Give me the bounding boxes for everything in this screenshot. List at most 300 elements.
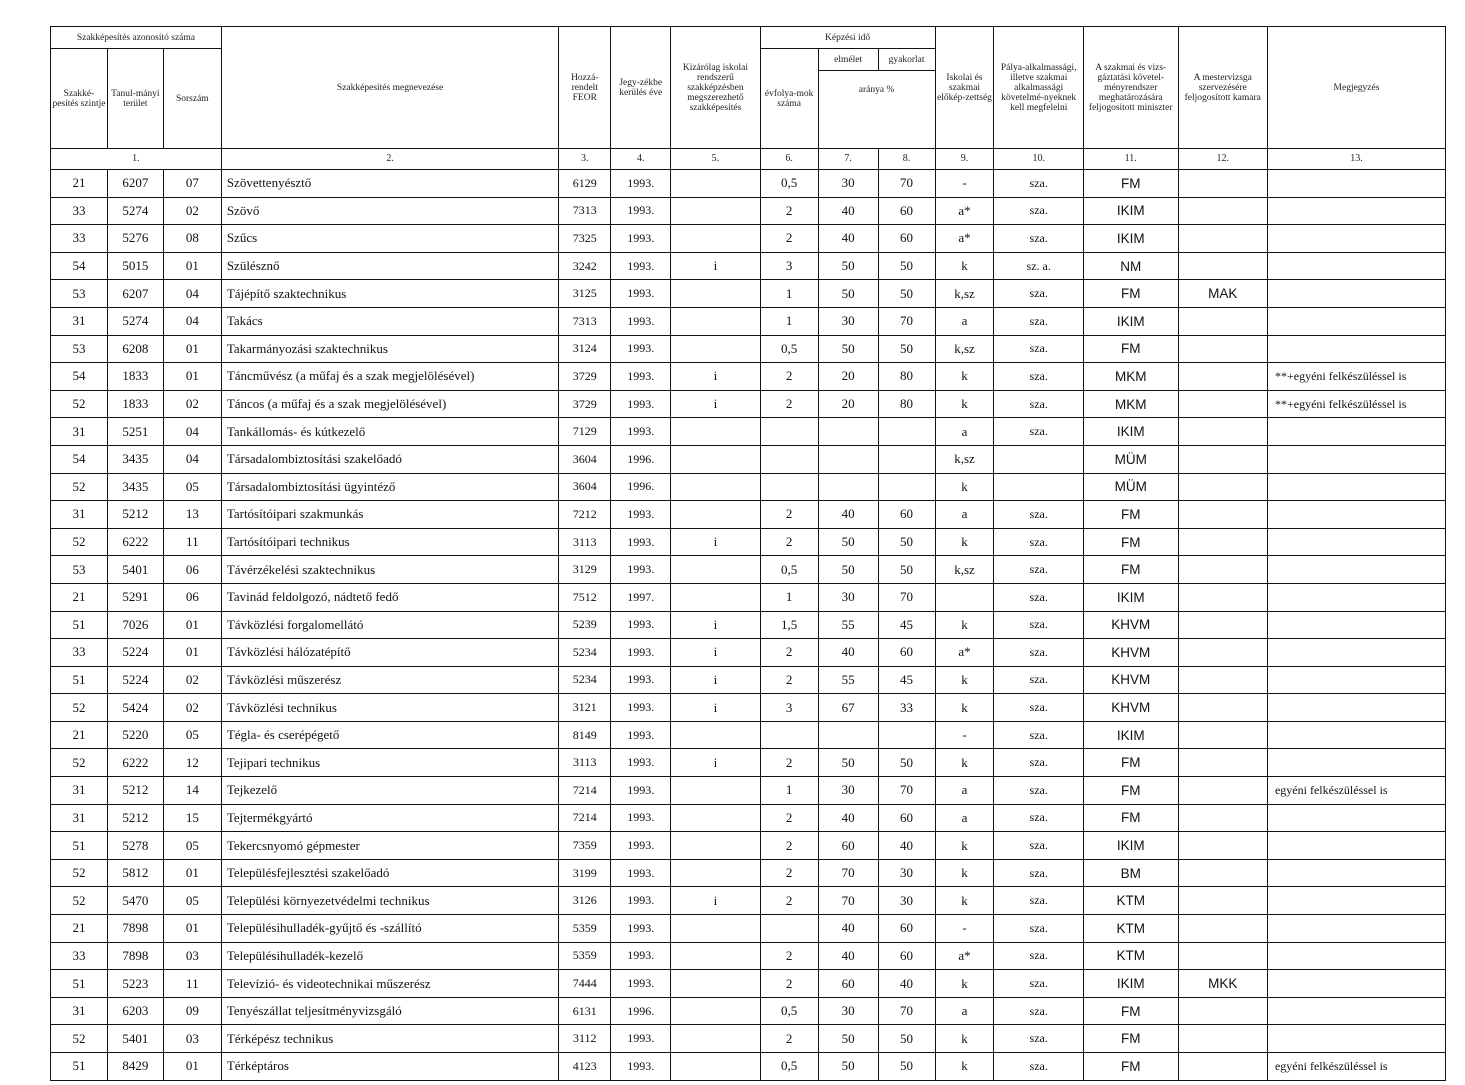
field-cell: 6222 xyxy=(107,749,163,777)
table-row xyxy=(51,363,1446,391)
column-number: 2. xyxy=(221,149,559,170)
seq-cell: 01 xyxy=(163,252,221,280)
level-cell: 53 xyxy=(51,556,108,584)
note-cell xyxy=(1267,997,1445,1025)
prereq-cell: k,sz xyxy=(935,445,994,473)
header-seq: Sorszám xyxy=(163,49,221,149)
level-cell: 33 xyxy=(51,197,108,225)
theory-cell: 60 xyxy=(818,970,878,998)
feor-cell: 7359 xyxy=(559,832,611,860)
note-cell xyxy=(1267,859,1445,887)
prereq-cell: - xyxy=(935,170,994,198)
field-cell: 7898 xyxy=(107,915,163,943)
years-cell: 2 xyxy=(760,666,818,694)
name-cell: Tekercsnyomó gépmester xyxy=(221,832,559,860)
level-cell: 31 xyxy=(51,307,108,335)
feor-cell: 7214 xyxy=(559,804,611,832)
name-cell: Társadalombiztosítási ügyintéző xyxy=(221,473,559,501)
feor-cell: 3113 xyxy=(559,749,611,777)
theory-cell: 30 xyxy=(818,997,878,1025)
table-row xyxy=(51,777,1446,805)
theory-cell: 70 xyxy=(818,887,878,915)
chamber-cell xyxy=(1178,887,1267,915)
prereq-cell: a* xyxy=(935,197,994,225)
level-cell: 52 xyxy=(51,749,108,777)
years-cell: 2 xyxy=(760,225,818,253)
seq-cell: 04 xyxy=(163,307,221,335)
name-cell: Településfejlesztési szakelőadó xyxy=(221,859,559,887)
note-cell xyxy=(1267,915,1445,943)
note-cell xyxy=(1267,528,1445,556)
practice-cell xyxy=(878,418,935,446)
chamber-cell xyxy=(1178,997,1267,1025)
years-cell: 0,5 xyxy=(760,997,818,1025)
theory-cell xyxy=(818,418,878,446)
name-cell: Távközlési műszerész xyxy=(221,666,559,694)
school-only-cell: i xyxy=(671,666,760,694)
name-cell: Tejtermékgyártó xyxy=(221,804,559,832)
theory-cell: 50 xyxy=(818,749,878,777)
year-cell: 1993. xyxy=(611,307,671,335)
aptitude-cell: sza. xyxy=(994,280,1083,308)
table-header xyxy=(51,27,1446,170)
minister-cell: FM xyxy=(1083,280,1178,308)
aptitude-cell: sza. xyxy=(994,501,1083,529)
year-cell: 1996. xyxy=(611,473,671,501)
column-number: 11. xyxy=(1083,149,1178,170)
practice-cell: 70 xyxy=(878,170,935,198)
name-cell: Takarmányozási szaktechnikus xyxy=(221,335,559,363)
level-cell: 52 xyxy=(51,1025,108,1053)
years-cell: 2 xyxy=(760,970,818,998)
field-cell: 5276 xyxy=(107,225,163,253)
minister-cell: FM xyxy=(1083,556,1178,584)
prereq-cell: k xyxy=(935,749,994,777)
prereq-cell: k xyxy=(935,473,994,501)
seq-cell: 02 xyxy=(163,197,221,225)
chamber-cell: MAK xyxy=(1178,280,1267,308)
feor-cell: 7129 xyxy=(559,418,611,446)
theory-cell: 67 xyxy=(818,694,878,722)
years-cell: 2 xyxy=(760,197,818,225)
name-cell: Településihulladék-kezelő xyxy=(221,942,559,970)
field-cell: 6207 xyxy=(107,170,163,198)
chamber-cell xyxy=(1178,225,1267,253)
feor-cell: 7444 xyxy=(559,970,611,998)
feor-cell: 3604 xyxy=(559,473,611,501)
chamber-cell xyxy=(1178,390,1267,418)
minister-cell: MKM xyxy=(1083,390,1178,418)
field-cell: 5291 xyxy=(107,583,163,611)
level-cell: 51 xyxy=(51,1053,108,1081)
table-row xyxy=(51,307,1446,335)
prereq-cell: k,sz xyxy=(935,556,994,584)
minister-cell: KHVM xyxy=(1083,611,1178,639)
seq-cell: 05 xyxy=(163,887,221,915)
feor-cell: 3729 xyxy=(559,363,611,391)
feor-cell: 4123 xyxy=(559,1053,611,1081)
header-id-group: Szakképesítés azonosító száma xyxy=(51,27,222,49)
school-only-cell xyxy=(671,915,760,943)
school-only-cell xyxy=(671,859,760,887)
chamber-cell xyxy=(1178,501,1267,529)
aptitude-cell: sza. xyxy=(994,777,1083,805)
column-number: 10. xyxy=(994,149,1083,170)
practice-cell: 80 xyxy=(878,390,935,418)
practice-cell: 50 xyxy=(878,280,935,308)
chamber-cell xyxy=(1178,915,1267,943)
field-cell: 5274 xyxy=(107,307,163,335)
school-only-cell xyxy=(671,418,760,446)
header-prereq: Iskolai és szakmai előkép-zettség xyxy=(935,27,994,149)
school-only-cell xyxy=(671,721,760,749)
table-row xyxy=(51,721,1446,749)
chamber-cell xyxy=(1178,749,1267,777)
school-only-cell xyxy=(671,777,760,805)
aptitude-cell: sza. xyxy=(994,804,1083,832)
aptitude-cell: sza. xyxy=(994,418,1083,446)
feor-cell: 3729 xyxy=(559,390,611,418)
field-cell: 3435 xyxy=(107,473,163,501)
prereq-cell: k xyxy=(935,832,994,860)
school-only-cell xyxy=(671,501,760,529)
seq-cell: 01 xyxy=(163,639,221,667)
name-cell: Takács xyxy=(221,307,559,335)
feor-cell: 8149 xyxy=(559,721,611,749)
name-cell: Távközlési technikus xyxy=(221,694,559,722)
feor-cell: 6131 xyxy=(559,997,611,1025)
practice-cell xyxy=(878,721,935,749)
level-cell: 51 xyxy=(51,970,108,998)
prereq-cell: k xyxy=(935,1025,994,1053)
year-cell: 1993. xyxy=(611,1025,671,1053)
note-cell: **+egyéni felkészüléssel is xyxy=(1267,363,1445,391)
seq-cell: 05 xyxy=(163,721,221,749)
year-cell: 1993. xyxy=(611,887,671,915)
name-cell: Tartósítóipari technikus xyxy=(221,528,559,556)
note-cell xyxy=(1267,887,1445,915)
note-cell xyxy=(1267,639,1445,667)
name-cell: Távérzékelési szaktechnikus xyxy=(221,556,559,584)
minister-cell: MÜM xyxy=(1083,473,1178,501)
school-only-cell xyxy=(671,1053,760,1081)
column-number: 9. xyxy=(935,149,994,170)
year-cell: 1993. xyxy=(611,170,671,198)
name-cell: Szövő xyxy=(221,197,559,225)
minister-cell: FM xyxy=(1083,749,1178,777)
years-cell: 1 xyxy=(760,280,818,308)
name-cell: Távközlési hálózatépítő xyxy=(221,639,559,667)
table-row xyxy=(51,666,1446,694)
header-ratio: aránya % xyxy=(818,71,935,149)
name-cell: Tartósítóipari szakmunkás xyxy=(221,501,559,529)
practice-cell: 40 xyxy=(878,970,935,998)
seq-cell: 06 xyxy=(163,583,221,611)
theory-cell: 55 xyxy=(818,611,878,639)
years-cell: 3 xyxy=(760,252,818,280)
aptitude-cell: sza. xyxy=(994,170,1083,198)
school-only-cell xyxy=(671,335,760,363)
years-cell xyxy=(760,915,818,943)
year-cell: 1993. xyxy=(611,418,671,446)
name-cell: Településihulladék-gyűjtő és -szállító xyxy=(221,915,559,943)
note-cell xyxy=(1267,804,1445,832)
feor-cell: 7325 xyxy=(559,225,611,253)
aptitude-cell: sza. xyxy=(994,390,1083,418)
table-row xyxy=(51,473,1446,501)
minister-cell: IKIM xyxy=(1083,721,1178,749)
column-number: 4. xyxy=(611,149,671,170)
prereq-cell: a xyxy=(935,501,994,529)
theory-cell: 30 xyxy=(818,307,878,335)
level-cell: 54 xyxy=(51,445,108,473)
prereq-cell: k xyxy=(935,252,994,280)
practice-cell: 50 xyxy=(878,528,935,556)
prereq-cell: k xyxy=(935,363,994,391)
years-cell: 0,5 xyxy=(760,556,818,584)
name-cell: Szülésznő xyxy=(221,252,559,280)
minister-cell: FM xyxy=(1083,335,1178,363)
field-cell: 5212 xyxy=(107,501,163,529)
school-only-cell xyxy=(671,307,760,335)
level-cell: 33 xyxy=(51,225,108,253)
name-cell: Tégla- és cserépégető xyxy=(221,721,559,749)
minister-cell: IKIM xyxy=(1083,225,1178,253)
aptitude-cell: sza. xyxy=(994,639,1083,667)
practice-cell: 70 xyxy=(878,307,935,335)
school-only-cell xyxy=(671,445,760,473)
theory-cell: 30 xyxy=(818,777,878,805)
years-cell xyxy=(760,418,818,446)
seq-cell: 11 xyxy=(163,528,221,556)
school-only-cell xyxy=(671,583,760,611)
seq-cell: 06 xyxy=(163,556,221,584)
feor-cell: 7212 xyxy=(559,501,611,529)
years-cell: 1 xyxy=(760,583,818,611)
practice-cell: 33 xyxy=(878,694,935,722)
level-cell: 54 xyxy=(51,363,108,391)
seq-cell: 04 xyxy=(163,280,221,308)
aptitude-cell: sza. xyxy=(994,721,1083,749)
feor-cell: 7512 xyxy=(559,583,611,611)
table-row xyxy=(51,694,1446,722)
seq-cell: 01 xyxy=(163,611,221,639)
aptitude-cell: sza. xyxy=(994,225,1083,253)
field-cell: 5015 xyxy=(107,252,163,280)
minister-cell: KTM xyxy=(1083,887,1178,915)
note-cell xyxy=(1267,473,1445,501)
seq-cell: 03 xyxy=(163,942,221,970)
level-cell: 21 xyxy=(51,170,108,198)
minister-cell: BM xyxy=(1083,859,1178,887)
practice-cell: 60 xyxy=(878,197,935,225)
year-cell: 1993. xyxy=(611,197,671,225)
chamber-cell xyxy=(1178,942,1267,970)
chamber-cell xyxy=(1178,197,1267,225)
theory-cell: 40 xyxy=(818,639,878,667)
header-name: Szakképesítés megnevezése xyxy=(221,27,559,149)
minister-cell: MÜM xyxy=(1083,445,1178,473)
name-cell: Táncos (a műfaj és a szak megjelölésével) xyxy=(221,390,559,418)
practice-cell: 60 xyxy=(878,639,935,667)
school-only-cell: i xyxy=(671,528,760,556)
seq-cell: 05 xyxy=(163,832,221,860)
field-cell: 6208 xyxy=(107,335,163,363)
aptitude-cell xyxy=(994,445,1083,473)
note-cell xyxy=(1267,970,1445,998)
field-cell: 5401 xyxy=(107,556,163,584)
name-cell: Tenyészállat teljesítményvizsgáló xyxy=(221,997,559,1025)
years-cell: 2 xyxy=(760,639,818,667)
table-body xyxy=(51,170,1446,1081)
field-cell: 5220 xyxy=(107,721,163,749)
minister-cell: KTM xyxy=(1083,915,1178,943)
name-cell: Tankállomás- és kútkezelő xyxy=(221,418,559,446)
note-cell xyxy=(1267,666,1445,694)
prereq-cell: a* xyxy=(935,942,994,970)
field-cell: 5224 xyxy=(107,666,163,694)
aptitude-cell: sza. xyxy=(994,997,1083,1025)
year-cell: 1993. xyxy=(611,363,671,391)
aptitude-cell: sza. xyxy=(994,749,1083,777)
practice-cell: 60 xyxy=(878,804,935,832)
note-cell xyxy=(1267,197,1445,225)
chamber-cell xyxy=(1178,611,1267,639)
minister-cell: IKIM xyxy=(1083,418,1178,446)
practice-cell: 70 xyxy=(878,997,935,1025)
note-cell: egyéni felkészüléssel is xyxy=(1267,777,1445,805)
practice-cell: 30 xyxy=(878,887,935,915)
feor-cell: 6129 xyxy=(559,170,611,198)
column-number: 13. xyxy=(1267,149,1445,170)
field-cell: 5212 xyxy=(107,804,163,832)
minister-cell: IKIM xyxy=(1083,197,1178,225)
level-cell: 52 xyxy=(51,859,108,887)
note-cell xyxy=(1267,556,1445,584)
theory-cell: 30 xyxy=(818,583,878,611)
year-cell: 1993. xyxy=(611,501,671,529)
aptitude-cell: sza. xyxy=(994,1053,1083,1081)
practice-cell: 70 xyxy=(878,777,935,805)
chamber-cell xyxy=(1178,363,1267,391)
year-cell: 1993. xyxy=(611,859,671,887)
feor-cell: 3125 xyxy=(559,280,611,308)
table-row xyxy=(51,997,1446,1025)
practice-cell: 80 xyxy=(878,363,935,391)
seq-cell: 01 xyxy=(163,363,221,391)
note-cell xyxy=(1267,335,1445,363)
theory-cell: 50 xyxy=(818,556,878,584)
seq-cell: 08 xyxy=(163,225,221,253)
field-cell: 5224 xyxy=(107,639,163,667)
practice-cell: 40 xyxy=(878,832,935,860)
school-only-cell xyxy=(671,170,760,198)
table-row xyxy=(51,832,1446,860)
header-year: Jegy-zékbe kerülés éve xyxy=(611,27,671,149)
level-cell: 52 xyxy=(51,887,108,915)
header-level: Szakké-pesítés szintje xyxy=(51,49,108,149)
aptitude-cell: sza. xyxy=(994,556,1083,584)
field-cell: 6203 xyxy=(107,997,163,1025)
prereq-cell: k xyxy=(935,528,994,556)
aptitude-cell: sza. xyxy=(994,942,1083,970)
theory-cell xyxy=(818,445,878,473)
chamber-cell xyxy=(1178,1025,1267,1053)
years-cell: 2 xyxy=(760,1025,818,1053)
theory-cell xyxy=(818,721,878,749)
note-cell xyxy=(1267,832,1445,860)
aptitude-cell: sza. xyxy=(994,583,1083,611)
name-cell: Térképtáros xyxy=(221,1053,559,1081)
minister-cell: IKIM xyxy=(1083,832,1178,860)
column-number: 3. xyxy=(559,149,611,170)
feor-cell: 3113 xyxy=(559,528,611,556)
column-number-row xyxy=(51,149,1446,170)
seq-cell: 13 xyxy=(163,501,221,529)
practice-cell: 50 xyxy=(878,1053,935,1081)
name-cell: Szövettenyésztő xyxy=(221,170,559,198)
chamber-cell xyxy=(1178,473,1267,501)
feor-cell: 7313 xyxy=(559,307,611,335)
theory-cell: 50 xyxy=(818,528,878,556)
table-row xyxy=(51,970,1446,998)
prereq-cell: a xyxy=(935,777,994,805)
year-cell: 1993. xyxy=(611,942,671,970)
feor-cell: 7214 xyxy=(559,777,611,805)
prereq-cell: k xyxy=(935,887,994,915)
theory-cell: 50 xyxy=(818,252,878,280)
chamber-cell xyxy=(1178,307,1267,335)
school-only-cell xyxy=(671,1025,760,1053)
field-cell: 5223 xyxy=(107,970,163,998)
note-cell xyxy=(1267,225,1445,253)
years-cell: 2 xyxy=(760,804,818,832)
school-only-cell xyxy=(671,556,760,584)
theory-cell: 40 xyxy=(818,225,878,253)
minister-cell: FM xyxy=(1083,997,1178,1025)
feor-cell: 5234 xyxy=(559,666,611,694)
school-only-cell xyxy=(671,280,760,308)
seq-cell: 01 xyxy=(163,915,221,943)
year-cell: 1993. xyxy=(611,639,671,667)
level-cell: 51 xyxy=(51,666,108,694)
prereq-cell: k xyxy=(935,859,994,887)
years-cell: 2 xyxy=(760,528,818,556)
field-cell: 7026 xyxy=(107,611,163,639)
aptitude-cell: sza. xyxy=(994,666,1083,694)
aptitude-cell: sza. xyxy=(994,1025,1083,1053)
column-number: 5. xyxy=(671,149,760,170)
years-cell xyxy=(760,721,818,749)
level-cell: 31 xyxy=(51,997,108,1025)
feor-cell: 3129 xyxy=(559,556,611,584)
theory-cell: 40 xyxy=(818,915,878,943)
theory-cell: 20 xyxy=(818,363,878,391)
practice-cell xyxy=(878,473,935,501)
years-cell: 2 xyxy=(760,832,818,860)
theory-cell: 70 xyxy=(818,859,878,887)
field-cell: 5278 xyxy=(107,832,163,860)
header-theory: elmélet xyxy=(818,49,878,71)
aptitude-cell: sza. xyxy=(994,528,1083,556)
school-only-cell xyxy=(671,970,760,998)
chamber-cell xyxy=(1178,528,1267,556)
field-cell: 5401 xyxy=(107,1025,163,1053)
seq-cell: 07 xyxy=(163,170,221,198)
table-row xyxy=(51,225,1446,253)
minister-cell: MKM xyxy=(1083,363,1178,391)
level-cell: 54 xyxy=(51,252,108,280)
